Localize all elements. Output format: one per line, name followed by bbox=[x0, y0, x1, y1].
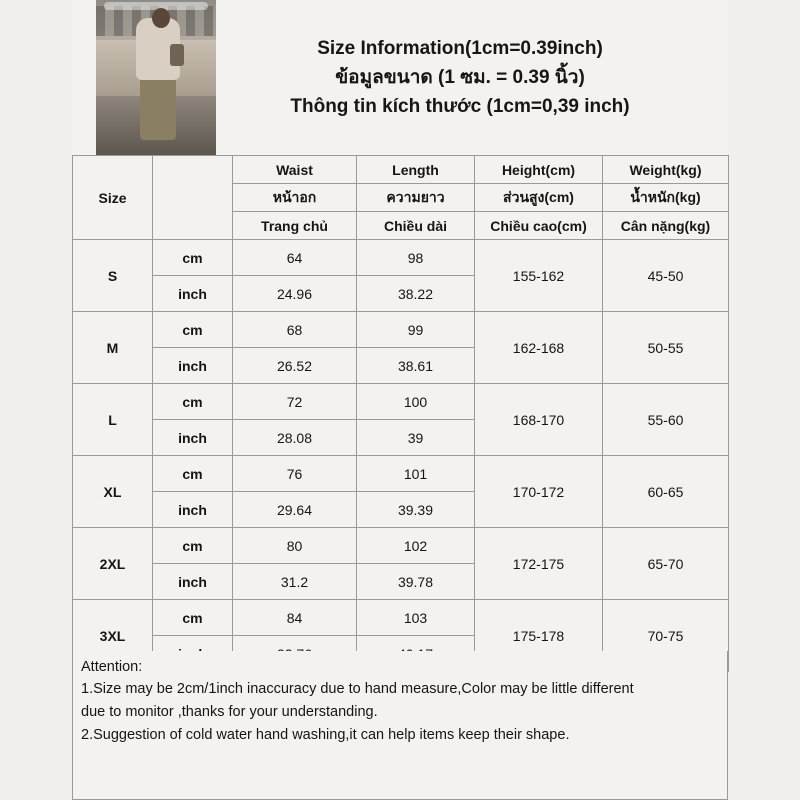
cell-height: 175-178 bbox=[475, 600, 603, 672]
header-waist-th: หน้าอก bbox=[233, 184, 357, 212]
cell-length-cm: 102 bbox=[357, 528, 475, 564]
row-unit-cm: cm bbox=[153, 384, 233, 420]
cell-length-cm: 101 bbox=[357, 456, 475, 492]
model-photo bbox=[96, 0, 216, 155]
cell-waist-inch: 26.52 bbox=[233, 348, 357, 384]
cell-waist-inch: 31.2 bbox=[233, 564, 357, 600]
cell-length-inch: 39 bbox=[357, 420, 475, 456]
header-height-th: ส่วนสูง(cm) bbox=[475, 184, 603, 212]
row-size-xl: XL bbox=[73, 456, 153, 528]
cell-waist-inch: 24.96 bbox=[233, 276, 357, 312]
cell-height: 162-168 bbox=[475, 312, 603, 384]
table-row bbox=[73, 384, 729, 420]
cell-weight: 65-70 bbox=[603, 528, 729, 600]
attention-block bbox=[72, 651, 728, 800]
cell-waist-inch: 28.08 bbox=[233, 420, 357, 456]
cell-waist-cm: 72 bbox=[233, 384, 357, 420]
header-length-th: ความยาว bbox=[357, 184, 475, 212]
cell-weight: 55-60 bbox=[603, 384, 729, 456]
header-unit-spacer bbox=[153, 156, 233, 240]
size-table bbox=[72, 155, 729, 672]
attention-line-1a: 1.Size may be 2cm/1inch inaccuracy due to hand measure,Color may be little different bbox=[81, 681, 634, 697]
table-row bbox=[73, 240, 729, 276]
header-line-en: Size Information(1cm=0.39inch) bbox=[317, 38, 603, 59]
row-size-2xl: 2XL bbox=[73, 528, 153, 600]
cell-height: 172-175 bbox=[475, 528, 603, 600]
header-line-vi: Thông tin kích thước (1cm=0,39 inch) bbox=[290, 96, 630, 117]
cell-waist-inch: 29.64 bbox=[233, 492, 357, 528]
header-waist-vi: Trang chủ bbox=[233, 212, 357, 240]
cell-waist-cm: 76 bbox=[233, 456, 357, 492]
row-unit-inch: inch bbox=[153, 348, 233, 384]
row-unit-inch: inch bbox=[153, 420, 233, 456]
cell-length-inch: 39.39 bbox=[357, 492, 475, 528]
cell-length-inch: 38.61 bbox=[357, 348, 475, 384]
row-unit-cm: cm bbox=[153, 456, 233, 492]
cell-length-cm: 98 bbox=[357, 240, 475, 276]
photo-model-bag bbox=[170, 44, 184, 66]
row-unit-cm: cm bbox=[153, 528, 233, 564]
cell-weight: 70-75 bbox=[603, 600, 729, 672]
attention-line-1b: due to monitor ,thanks for your understanding. bbox=[81, 704, 378, 720]
cell-length-cm: 99 bbox=[357, 312, 475, 348]
header-height-vi: Chiều cao(cm) bbox=[475, 212, 603, 240]
cell-length-cm: 100 bbox=[357, 384, 475, 420]
cell-weight: 50-55 bbox=[603, 312, 729, 384]
row-size-l: L bbox=[73, 384, 153, 456]
header-weight-en: Weight(kg) bbox=[603, 156, 729, 184]
header-length-vi: Chiều dài bbox=[357, 212, 475, 240]
cell-weight: 60-65 bbox=[603, 456, 729, 528]
header-line-th: ข้อมูลขนาด (1 ซม. = 0.39 นิ้ว) bbox=[335, 67, 585, 88]
table-row bbox=[73, 600, 729, 636]
header-weight-th: น้ำหนัก(kg) bbox=[603, 184, 729, 212]
cell-waist-cm: 64 bbox=[233, 240, 357, 276]
row-unit-inch: inch bbox=[153, 564, 233, 600]
row-unit-cm: cm bbox=[153, 600, 233, 636]
header-length-en: Length bbox=[357, 156, 475, 184]
header-weight-vi: Cân nặng(kg) bbox=[603, 212, 729, 240]
row-size-3xl: 3XL bbox=[73, 600, 153, 672]
header-waist-en: Waist bbox=[233, 156, 357, 184]
row-unit-inch: inch bbox=[153, 492, 233, 528]
cell-length-inch: 38.22 bbox=[357, 276, 475, 312]
header-height-en: Height(cm) bbox=[475, 156, 603, 184]
row-size-s: S bbox=[73, 240, 153, 312]
cell-height: 168-170 bbox=[475, 384, 603, 456]
table-row bbox=[73, 456, 729, 492]
row-unit-cm: cm bbox=[153, 240, 233, 276]
cell-waist-cm: 68 bbox=[233, 312, 357, 348]
cell-weight: 45-50 bbox=[603, 240, 729, 312]
attention-title: Attention: bbox=[81, 659, 143, 675]
table-row bbox=[73, 312, 729, 348]
cell-length-cm: 103 bbox=[357, 600, 475, 636]
cell-length-inch: 39.78 bbox=[357, 564, 475, 600]
table-row bbox=[73, 528, 729, 564]
attention-line-2: 2.Suggestion of cold water hand washing,it can help items keep their shape. bbox=[81, 727, 570, 743]
row-size-m: M bbox=[73, 312, 153, 384]
cell-height: 155-162 bbox=[475, 240, 603, 312]
cell-waist-cm: 84 bbox=[233, 600, 357, 636]
table-header-row-en bbox=[73, 156, 729, 184]
photo-model-pants bbox=[140, 74, 176, 140]
photo-model-head bbox=[152, 8, 170, 28]
cell-height: 170-172 bbox=[475, 456, 603, 528]
cell-waist-cm: 80 bbox=[233, 528, 357, 564]
header-size-label: Size bbox=[73, 156, 153, 240]
row-unit-cm: cm bbox=[153, 312, 233, 348]
row-unit-inch: inch bbox=[153, 276, 233, 312]
